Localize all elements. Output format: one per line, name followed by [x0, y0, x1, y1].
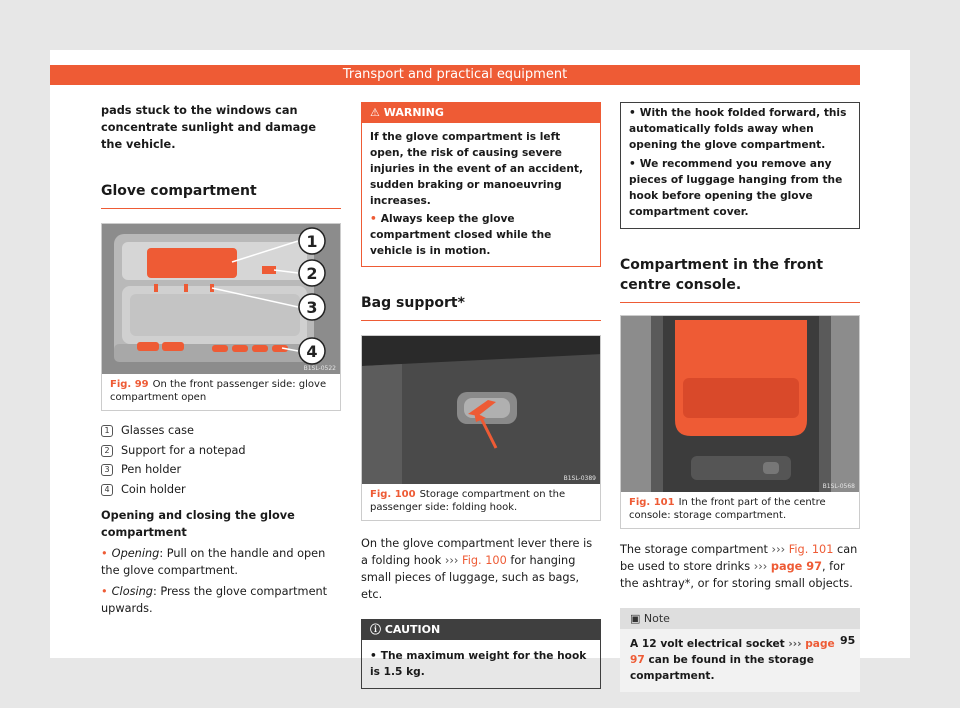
section-header: Transport and practical equipment — [50, 65, 860, 85]
figure-100-caption: Fig. 100 Storage compartment on the passenger side: folding hook. — [370, 489, 566, 513]
figure-99-caption: Fig. 99 On the front passenger side: glove compartment open — [110, 379, 327, 403]
fig-100-link[interactable]: Fig. 100 — [462, 554, 507, 567]
warning-icon: ⚠ — [370, 106, 384, 119]
bag-support-heading: Bag support* — [361, 293, 601, 321]
figure-100 — [361, 335, 601, 521]
hook-caution-continued: • With the hook folded forward, this automatically folds away when opening the glove compartment. • We recommend you remove any pieces of luggage hanging from the hook before opening the glove compartment cover. — [620, 102, 860, 229]
bullet-opening: • Opening: Pull on the handle and open the glove compartment. — [101, 547, 326, 577]
glove-compartment-photo — [102, 224, 340, 374]
caution-box — [361, 619, 601, 689]
centre-console-illustration — [621, 316, 859, 492]
column-2 — [361, 102, 601, 689]
folding-hook-illustration — [362, 336, 600, 484]
warning-box — [361, 102, 601, 267]
caution-body: • The maximum weight for the hook is 1.5 kg. — [370, 650, 587, 678]
list-item: 3 Pen holder — [101, 460, 341, 480]
callout-4: 4 — [306, 342, 318, 361]
folding-hook-photo — [362, 336, 600, 484]
caution-header: ⓘ CAUTION — [362, 620, 600, 640]
note-page-97-link[interactable]: page 97 — [630, 638, 835, 666]
bag-support-text: On the glove compartment lever there is a folding hook ››› Fig. 100 for hanging small pieces of luggage, such as bags, etc. — [361, 537, 593, 601]
warning-body: If the glove compartment is left open, the risk of causing severe injuries in the event of an accident, sudden braking or manoeuvring increases. • Always keep the glove compartment closed while the vehicle is in motion. — [370, 131, 583, 257]
figure-99 — [101, 223, 341, 411]
figure-101-caption: Fig. 101 In the front part of the centre console: storage compartment. — [629, 497, 826, 521]
column-3 — [620, 102, 860, 692]
image-code: B1SL-0568 — [822, 483, 855, 490]
figure-100-number: Fig. 100 — [370, 489, 416, 500]
column-1 — [101, 102, 341, 617]
centre-console-text: The storage compartment ››› Fig. 101 can be used to store drinks ››› page 97, for the ashtray*, or for storing small objects. — [620, 543, 858, 590]
list-item: 1 Glasses case — [101, 421, 341, 441]
list-item: 4 Coin holder — [101, 480, 341, 500]
note-header: ▣ Note — [620, 608, 860, 629]
caution-icon: ⓘ — [370, 623, 385, 636]
fig-101-link[interactable]: Fig. 101 — [788, 543, 834, 556]
figure-101 — [620, 315, 860, 529]
centre-console-photo — [621, 316, 859, 492]
callout-2: 2 — [306, 264, 318, 283]
bullet-closing: • Closing: Press the glove compartment upwards. — [101, 585, 328, 615]
callout-1: 1 — [306, 232, 318, 251]
centre-console-heading: Compartment in the front centre console. — [620, 255, 860, 303]
page-number: 95 — [840, 634, 856, 647]
note-body: A 12 volt electrical socket ››› page 97 can be found in the storage compartment. — [630, 638, 835, 682]
item-list — [101, 421, 341, 499]
page-97-link[interactable]: page 97 — [770, 560, 822, 573]
glove-compartment-heading: Glove compartment — [101, 181, 341, 209]
list-item: 2 Support for a notepad — [101, 441, 341, 461]
note-box — [620, 608, 860, 692]
figure-99-number: Fig. 99 — [110, 379, 149, 390]
intro-text: pads stuck to the windows can concentrate sunlight and damage the vehicle. — [101, 104, 317, 151]
opening-closing-subheading: Opening and closing the glove compartment — [101, 509, 295, 539]
image-code: B1SL-0389 — [563, 475, 596, 482]
callout-3: 3 — [306, 298, 318, 317]
figure-101-number: Fig. 101 — [629, 497, 675, 508]
glove-compartment-illustration — [102, 224, 340, 374]
image-code: B1SL-0522 — [303, 365, 336, 372]
note-icon: ▣ — [630, 612, 644, 625]
warning-header: ⚠ WARNING — [362, 103, 600, 123]
